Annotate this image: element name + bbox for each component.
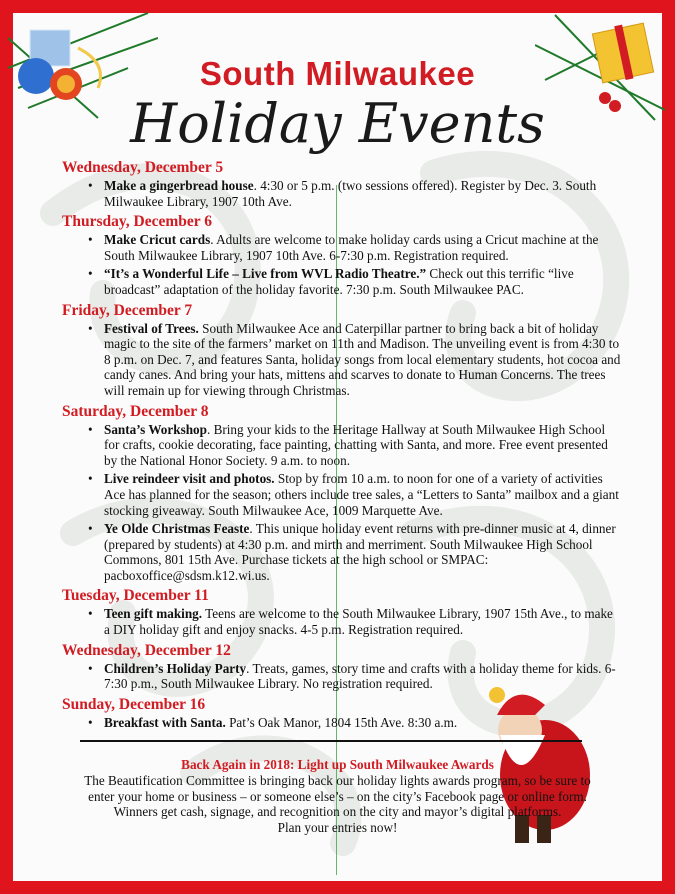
page-title-events: Holiday Events xyxy=(130,92,545,155)
day-heading: Wednesday, December 5 xyxy=(62,159,224,176)
bullet-icon: • xyxy=(88,421,93,437)
event-details: . 4:30 or 5 p.m. (two sessions offered). Register by Dec. 3. South Milwaukee Library, 1907 10th Ave. xyxy=(104,178,597,209)
event-item xyxy=(62,232,622,263)
bullet-icon: • xyxy=(88,320,93,336)
notice-line: The Beautification Committee is bringing back our holiday lights awards program, so be sure to xyxy=(84,772,591,788)
bullet-icon: • xyxy=(88,521,93,537)
event-name: Children’s Holiday Party xyxy=(104,660,247,676)
event-name: Festival of Trees. xyxy=(104,320,199,336)
event-name: Santa’s Workshop xyxy=(104,421,207,437)
notice-line: Winners get cash, signage, and recognition on the city and mayor’s digital platforms. xyxy=(113,804,562,820)
event-item xyxy=(62,661,622,692)
event-details: . Treats, games, story time and crafts with a holiday theme for kids. 6-7:30 p.m., South Milwaukee Library. No registration required. xyxy=(104,660,616,692)
event-details: Check out this terrific “live broadcast” adaptation of the holiday favorite. 7:30 p.m. South Milwaukee PAC. xyxy=(104,266,574,297)
event-details: Teens are welcome to the South Milwaukee Library, 1907 15th Ave., to make a DIY holiday gift and enjoy snacks. 4-5 p.m. Registration required. xyxy=(104,606,613,638)
bullet-icon: • xyxy=(88,714,93,730)
page-title-city: South Milwaukee xyxy=(199,55,476,92)
notice-line: enter your home or business – or someone else’s – on the city’s Facebook page or online form. xyxy=(88,788,587,804)
event-details: . Bring your kids to the Heritage Hallway at South Milwaukee High School for crafts, cookie decorating, face painting, chatting with Santa, and more. Free event presented by the National Honor Society. 9 a.m. to noon. xyxy=(104,421,608,468)
day-heading: Tuesday, December 11 xyxy=(62,587,209,605)
day-heading: Sunday, December 16 xyxy=(62,695,206,713)
event-item xyxy=(62,178,622,209)
event-item xyxy=(62,266,622,297)
event-details: Stop by from 10 a.m. to noon for one of a variety of activities Ace has planned for the season; others include tree sales, a “Letters to Santa” mailbox and a giant stocking giveaway. South Milwaukee Ace, 1009 Marquette Ave. xyxy=(104,471,619,518)
event-item xyxy=(62,715,622,731)
day-heading: Wednesday, December 12 xyxy=(62,641,231,659)
event-name: “It’s a Wonderful Life – Live from WVL Radio Theatre.” xyxy=(104,266,427,282)
day-heading: Friday, December 7 xyxy=(62,301,193,319)
notice-title: Back Again in 2018: Light up South Milwaukee Awards xyxy=(181,757,494,772)
event-name: Breakfast with Santa. xyxy=(104,714,226,730)
lights-awards-notice xyxy=(55,757,620,836)
events-list xyxy=(62,156,622,733)
event-name: Make a gingerbread house xyxy=(104,178,254,193)
divider-rule xyxy=(80,740,582,742)
event-name: Teen gift making. xyxy=(104,606,203,622)
event-name: Make Cricut cards xyxy=(104,232,211,248)
event-details: Pat’s Oak Manor, 1804 15th Ave. 8:30 a.m. xyxy=(225,714,458,730)
event-details: . This unique holiday event returns with pre-dinner music at 4, dinner (prepared by students) at 4:30 p.m. and mirth and merriment. South Milwaukee High School Commons, 801 15th Ave. Purchase tickets at the high school or SMPAC: pacboxoffice@sdsm.k12.wi.us. xyxy=(104,521,616,583)
bullet-icon: • xyxy=(88,266,93,282)
event-item xyxy=(62,606,622,637)
event-name: Live reindeer visit and photos. xyxy=(104,471,275,487)
day-heading: Saturday, December 8 xyxy=(62,402,209,420)
event-details: South Milwaukee Ace and Caterpillar partner to bring back a bit of holiday magic to the site of the farmers’ market on 11th and Madison. The unveiling event is from 4:30 to 8 p.m. on Dec. 7, and features Santa, holiday songs from local elementary students, hot cocoa and candy canes. And bring your hats, mittens and scarves to donate to Human Concerns. The trees will remain up for viewing through Christmas. xyxy=(104,320,621,398)
bullet-icon: • xyxy=(88,660,93,676)
bullet-icon: • xyxy=(88,471,93,487)
bullet-icon: • xyxy=(88,606,93,622)
bullet-icon: • xyxy=(88,178,93,193)
event-name: Ye Olde Christmas Feaste xyxy=(104,521,250,537)
bullet-icon: • xyxy=(88,232,93,248)
event-item xyxy=(62,321,622,399)
event-item xyxy=(62,521,622,583)
event-details: . Adults are welcome to make holiday cards using a Cricut machine at the South Milwaukee Library, 1907 10th Ave. 6-7:30 p.m. Registration required. xyxy=(104,232,599,263)
event-item xyxy=(62,422,622,469)
day-heading: Thursday, December 6 xyxy=(62,213,212,231)
event-item xyxy=(62,471,622,518)
notice-line: Plan your entries now! xyxy=(277,820,398,836)
